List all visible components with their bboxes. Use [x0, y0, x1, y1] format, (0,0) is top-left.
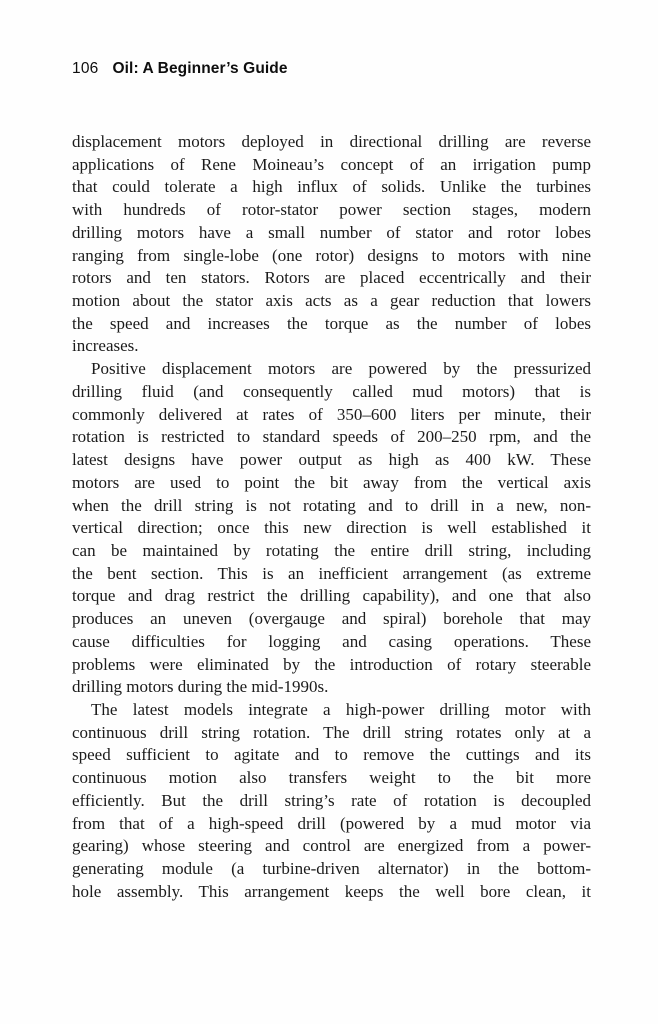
- text-line: with hundreds of rotor-stator power section stages, modern: [72, 200, 591, 220]
- text-line: motors are used to point the bit away from the vertical axis: [72, 472, 591, 492]
- text-line: that could tolerate a high influx of solids. Unlike the turbines: [72, 177, 591, 197]
- text-line: efficiently. But the drill string’s rate of rotation is decoupled: [72, 790, 591, 810]
- page-number: 106: [72, 60, 99, 77]
- text-line: displacement motors deployed in directional drilling are reverse: [72, 132, 591, 151]
- book-title: Oil: A Beginner’s Guide: [112, 60, 288, 77]
- text-line: from that of a high-speed drill (powered by a mud motor via: [72, 813, 591, 833]
- text-line: can be maintained by rotating the entire drill string, including: [72, 540, 591, 560]
- running-header: [72, 59, 288, 78]
- text-line: drilling motors have a small number of stator and rotor lobes: [72, 222, 591, 242]
- text-line: gearing) whose steering and control are energized from a power-: [72, 836, 591, 856]
- text-line: problems were eliminated by the introduction of rotary steerable: [72, 654, 591, 674]
- text-line: drilling fluid (and consequently called mud motors) that is: [72, 381, 591, 401]
- text-line: vertical direction; once this new direction is well established it: [72, 518, 591, 538]
- text-line: continuous motion also transfers weight to the bit more: [72, 768, 591, 788]
- text-line: The latest models integrate a high-power drilling motor with: [91, 699, 591, 719]
- text-line: rotors and ten stators. Rotors are placed eccentrically and their: [72, 268, 591, 288]
- paragraph: [72, 131, 591, 358]
- text-line: the speed and increases the torque as the number of lobes: [72, 313, 591, 333]
- text-line: when the drill string is not rotating and to drill in a new, non-: [72, 495, 591, 515]
- text-line: produces an uneven (overgauge and spiral) borehole that may: [72, 609, 591, 629]
- text-line: rotation is restricted to standard speeds of 200–250 rpm, and the: [72, 427, 591, 447]
- text-line: the bent section. This is an inefficient arrangement (as extreme: [72, 563, 591, 583]
- text-line: generating module (a turbine-driven alternator) in the bottom-: [72, 859, 591, 878]
- text-line: applications of Rene Moineau’s concept of an irrigation pump: [72, 154, 591, 174]
- paragraph: [72, 358, 591, 699]
- text-line: increases.: [72, 336, 139, 356]
- text-line: latest designs have power output as high as 400 kW. These: [72, 450, 591, 470]
- text-line: Positive displacement motors are powered by the pressurized: [91, 359, 591, 379]
- paragraph: [72, 699, 591, 903]
- text-line: commonly delivered at rates of 350–600 liters per minute, their: [72, 404, 591, 424]
- text-line: torque and drag restrict the drilling capability), and one that also: [72, 586, 591, 606]
- body-text-block: [72, 131, 591, 903]
- text-line: cause difficulties for logging and casing operations. These: [72, 631, 591, 651]
- text-line: hole assembly. This arrangement keeps the well bore clean, it: [72, 881, 591, 901]
- text-line: motion about the stator axis acts as a gear reduction that lowers: [72, 291, 591, 311]
- text-line: continuous drill string rotation. The drill string rotates only at a: [72, 722, 591, 742]
- text-line: speed sufficient to agitate and to remove the cuttings and its: [72, 745, 591, 765]
- text-line: drilling motors during the mid-1990s.: [72, 677, 329, 697]
- text-line: ranging from single-lobe (one rotor) designs to motors with nine: [72, 245, 591, 265]
